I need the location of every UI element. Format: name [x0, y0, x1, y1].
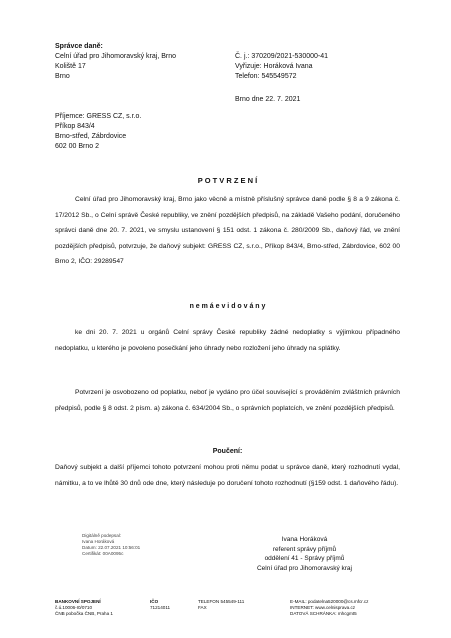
reference-number: Č. j.: 370209/2021-530000-41: [235, 53, 329, 60]
esign-line: Datum: 22.07.2021 10:56:01: [82, 545, 141, 550]
footer-phone-value: TELEFON 545549-111: [198, 599, 245, 604]
paragraph-instruction: Daňový subjekt a další příjemci tohoto potvrzení mohou proti němu podat u správce daně, který rozhodnutí vydal, námitku, a to ve lhůtě 30 dnů ode dne, který následuje po doručení tohoto rozhodnutí (§159 odst. 1 daňového řádu).: [55, 464, 400, 487]
footer-phone: [198, 599, 244, 611]
authority-name: Celní úřad pro Jihomoravský kraj, Brno: [55, 53, 176, 60]
reference-phone: Telefon: 545549572: [235, 73, 297, 80]
recipient-postcode: 602 00 Brno 2: [55, 143, 99, 150]
footer-ico: [150, 599, 170, 611]
document-title: P O T V R Z E N Í: [197, 176, 258, 185]
signature-block: [212, 535, 397, 573]
footer-bank-account: č.ú.10006-I0/0710: [55, 605, 93, 610]
recipient-street: Příkop 843/4: [55, 123, 95, 130]
reference-handler: Vyřizuje: Horáková Ivana: [235, 63, 313, 70]
esign-line: Certifikát: 00A0095c: [82, 551, 124, 556]
footer-ico-value: 71214011: [150, 605, 171, 610]
footer-email: E-MAIL: podatelna520000@cs.mfcr.cz: [290, 599, 369, 604]
authority-street: Koliště 17: [55, 63, 86, 70]
footer-bank: [55, 599, 113, 617]
signer-role: referent správy příjmů: [272, 545, 337, 553]
paragraph-confirmation: Celní úřad pro Jihomoravský kraj, Brno jako věcně a místně příslušný správce daně podle § 8 a 9 zákona č. 17/2012 Sb., o Celní správě České republiky, ve znění pozdějších předpisů, na základě Vašeho podání, doručeného správci daně dne 20. 7. 2021, ve smyslu ustanovení § 151 odst. 1 zákona č. 280/2009 Sb., daňový řád, ve znění pozdějších předpisů, potvrzuje, že daňový subjekt: GRESS CZ, s.r.o., Příkop 843/4, Brno-střed, Zábrdovice, 602 00 Brno 2, IČO: 29289547: [55, 196, 400, 265]
authority-city: Brno: [55, 73, 70, 80]
paragraph-no-arrears: ke dni 20. 7. 2021 u orgánů Celní správy České republiky žádné nedoplatky s výjimkou případného nedoplatku, u kterého je povoleno posečkání jeho úhrady nebo rozložení jeho úhrady na splátky.: [55, 329, 400, 352]
instruction-heading: Poučení:: [212, 448, 243, 455]
footer-bank-branch: ČNB pobočka ČNB, Praha 1: [55, 611, 113, 616]
esign-line: Digitálně podepsal:: [82, 533, 122, 538]
authority-heading: Správce daně:: [55, 43, 103, 50]
paragraph-fee-exemption: Potvrzení je osvobozeno od poplatku, neboť je vydáno pro účel související s prováděním zvláštních právních předpisů, podle § 8 odst. 2 písm. a) zákona č. 634/2004 Sb., o správních poplatcích, ve znění pozdějších předpisů.: [55, 389, 400, 412]
esign-line: Ivana Horáková: [82, 539, 115, 544]
footer-web: INTERNET: www.celnisprava.cz: [290, 605, 356, 610]
date-line: Brno dne 22. 7. 2021: [235, 96, 301, 103]
recipient-name: Příjemce: GRESS CZ, s.r.o.: [55, 113, 142, 120]
authority-block: [55, 42, 176, 82]
signer-name: Ivana Horáková: [281, 536, 328, 543]
recipient-district: Brno-střed, Zábrdovice: [55, 133, 127, 140]
signer-office: Celní úřad pro Jihomoravský kraj: [256, 564, 352, 572]
footer-contact: [290, 599, 368, 617]
esign-stamp: [82, 533, 140, 557]
footer-ico-heading: IČO: [150, 599, 159, 604]
footer-fax: FAX: [198, 605, 207, 610]
footer-bank-heading: BANKOVNÍ SPOJENÍ: [55, 599, 101, 604]
reference-block: [235, 52, 328, 82]
document-subtitle: n e m á e v i d o v á n y: [189, 303, 266, 310]
signer-department: oddělení 41 - Správy příjmů: [264, 555, 345, 562]
footer-databox: DATOVÁ SCHRÁNKA: mhcgmt5: [290, 611, 357, 616]
recipient-block: [55, 112, 141, 152]
